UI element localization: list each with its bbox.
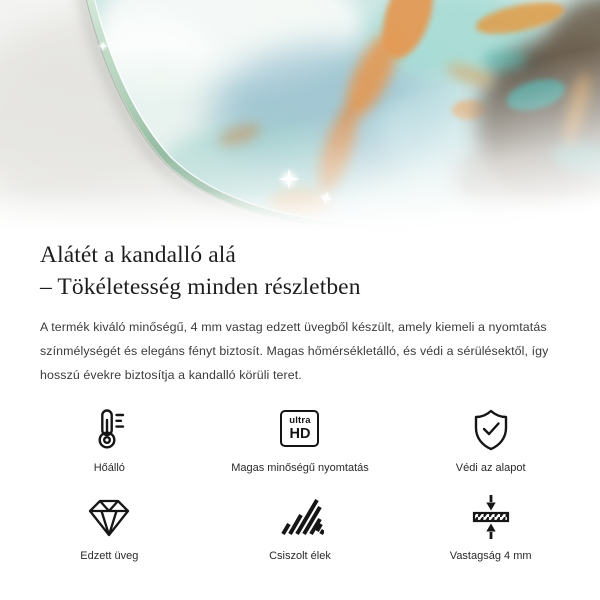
thermometer-icon: [87, 406, 131, 452]
product-description-section: [0, 232, 600, 388]
page-title: [40, 240, 560, 304]
shield-check-icon: [469, 406, 513, 452]
feature-tempered-glass: [14, 494, 205, 564]
product-description: A termék kiváló minőségű, 4 mm vastag edzett üvegből készült, amely kiemeli a nyomtatás színmélységét és elegáns fényt biztosít. Magas hőmérsékletálló, és védi a sérülésektől, így hosszú évekre biztosítja a kandalló körüli teret.: [40, 319, 549, 382]
feature-label: Vastagság 4 mm: [449, 549, 532, 562]
ultra-hd-badge-icon: [280, 406, 319, 452]
feature-label: Védi az alapot: [455, 461, 526, 474]
feature-label: Magas minőségű nyomtatás: [231, 461, 369, 474]
bottom-fade: [0, 140, 600, 232]
feature-protects-base: [395, 406, 586, 476]
feature-label: Hőálló: [93, 461, 125, 474]
page-title-line1: Alátét a kandalló alá: [40, 242, 236, 268]
feature-ultra-hd-print: [205, 406, 396, 476]
diamond-icon: [87, 494, 131, 540]
glass-mat-illustration: [0, 0, 600, 232]
ultra-hd-badge-bottom-text: HD: [289, 425, 311, 442]
feature-thickness-4mm: [395, 494, 586, 564]
feature-heat-resistant: [14, 406, 205, 476]
feature-polished-edges: [205, 494, 396, 564]
thickness-compress-icon: [467, 494, 515, 540]
feature-label: Edzett üveg: [80, 549, 139, 562]
product-image: [0, 0, 600, 232]
feature-label: Csiszolt élek: [269, 549, 331, 562]
polished-edges-icon: [276, 494, 324, 540]
ultra-hd-badge-top-text: ultra: [289, 415, 311, 427]
feature-grid: [0, 406, 600, 564]
page-title-line2: – Tökéletesség minden részletben: [40, 273, 361, 300]
